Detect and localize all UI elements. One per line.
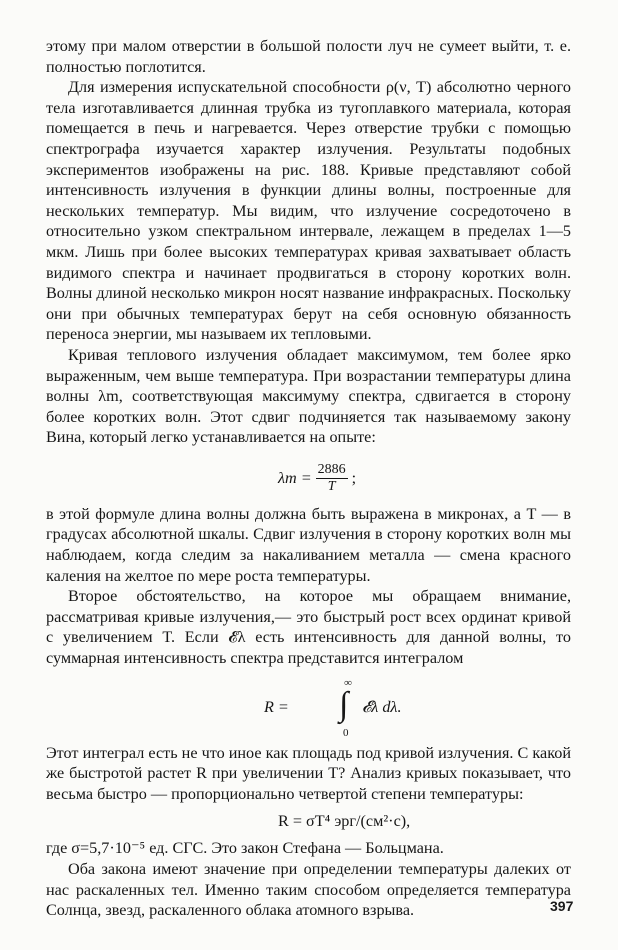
wien-fraction [316,462,348,495]
paragraph-2: Для измерения испускательной способности ρ(ν, T) абсолютно черного тела изготавливается длинная трубка из тугоплавкого материала, которая помещается в печь и нагревается. Через отверстие трубки с помощью спектрографа изучается характер излучения. Результаты подобных экспериментов изображены на рис. 188. Кривые представляют собой интенсивность излучения в функции длины волны, построенные для нескольких температур. Мы видим, что излучение сосредоточено в относительно узком спектральном интервале, лежащем в пределах 1—5 мкм. Лишь при более высоких температурах кривая захватывает область видимого спектра и начинает продвигаться в сторону коротких волн. Волны длиной несколько микрон носят название инфракрасных. Поскольку они при обычных температурах берут на себя основную обязанность переноса энергии, мы называем их тепловыми. [46,78,571,344]
integral-lhs: R = [264,697,289,716]
page-number: 397 [550,898,574,914]
paragraph-8: Оба закона имеют значение при определении температуры далеких от нас раскаленных тел. Именно таким способом определяется температура Солнца, звезд, раскаленного облака атомного взрыва. [46,860,571,920]
integral-upper-limit: ∞ [344,676,352,689]
paragraph-6: Этот интеграл есть не что иное как площадь под кривой излучения. С какой же быстротой растет R при увеличении T? Анализ кривых показывает, что весьма быстро — пропорционально четвертой степени температуры: [46,743,571,803]
wien-numerator: 2886 [317,461,346,477]
paragraph-4: в этой формуле длина волны должна быть выражена в микронах, а T — в градусах абсолютной шкалы. Сдвиг излучения в сторону коротких волн мы наблюдаем, когда следим за накаливанием металла — смена красного каления на желтое по мере роста температуры. [46,504,571,585]
stefan-formula [46,806,571,838]
stefan-expression: R = σT⁴ эрг/(см²·с), [278,812,411,831]
wien-denominator: T [327,478,336,494]
integral-lower-limit: 0 [343,726,349,739]
wien-lhs: λm = [278,469,312,488]
paragraph-5: Второе обстоятельство, на которое мы обращаем внимание, рассматривая кривые излучения,— это быстрый рост всех ординат кривой с увеличением T. Если 𝓔λ есть интенсивность для данной волны, то суммарная интенсивность спектра представится интегралом [46,587,571,668]
integral-formula [46,673,571,743]
paragraph-1: этому при малом отверстии в большой полости луч не сумеет выйти, т. е. полностью поглотится. [46,37,571,76]
paragraph-3: Кривая теплового излучения обладает максимумом, тем более ярко выраженным, чем выше температура. При возрастании температуры длина волны λm, соответствующая максимуму спектра, сдвигается в сторону более коротких волн. Этот сдвиг подчиняется так называемому закону Вина, который легко устанавливается на опыте: [46,345,571,447]
integral-body: 𝓔λ dλ. [362,697,402,716]
integral-sign: ∫ [339,685,349,723]
wien-formula [46,454,571,504]
paragraph-7: где σ=5,7·10⁻⁵ ед. СГС. Это закон Стефана — Больцмана. [46,839,444,858]
wien-semicolon: ; [351,469,357,488]
page-text [46,36,574,921]
